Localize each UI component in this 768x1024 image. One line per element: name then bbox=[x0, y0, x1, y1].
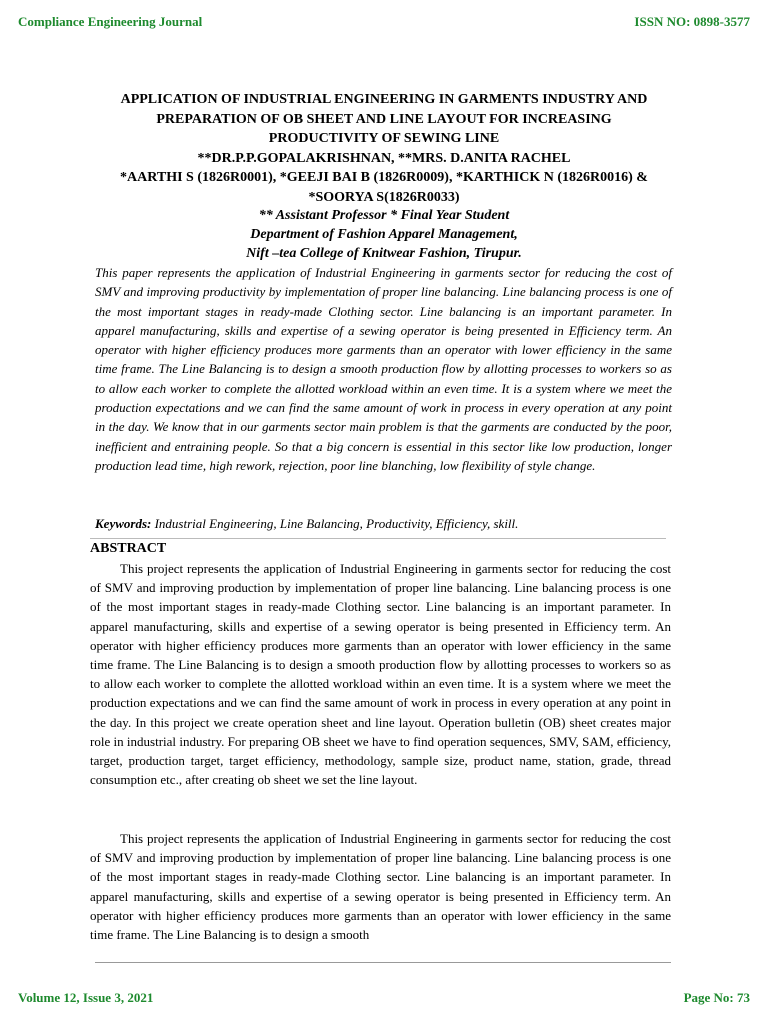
author-line-1: **DR.P.P.GOPALAKRISHNAN, **MRS. D.ANITA RACHEL bbox=[197, 150, 571, 166]
abstract-paragraph-1: This project represents the application of Industrial Engineering in garments sector for reducing the cost of SMV and improving production by implementation of proper line balancing. Line balancing process is one of the most important stages in ready-made Clothing sector. Line balancing is an important parameter. In apparel manufacturing, skills and expertise of a sewing operator is being presented in Efficiency term. An operator with higher efficiency produces more garments than an operator with lower efficiency in the same time frame. The Line Balancing is to design a smooth production flow by allotting processes to workers so as to allow each worker to complete the allotted workload within an even time. It is a system where we meet the production expectations and we can find the same amount of work in process in every operation at any point in the day. In this project we create operation sheet and line layout. Operation bulletin (OB) sheet creates major role in industrial industry. For preparing OB sheet we have to find operation sequences, SMV, SAM, efficiency, target, production target, target efficiency, methodology, sample size, product name, station, grade, thread consumption etc., after creating ob sheet we set the line layout. bbox=[90, 561, 671, 788]
keywords-label: Keywords: bbox=[95, 516, 152, 531]
volume-issue: Volume 12, Issue 3, 2021 bbox=[18, 990, 154, 1005]
page-number: Page No: 73 bbox=[683, 990, 750, 1005]
paper-title-line-3: PRODUCTIVITY OF SEWING LINE bbox=[268, 131, 500, 146]
keywords-divider bbox=[90, 538, 666, 539]
abstract-heading: ABSTRACT bbox=[90, 541, 167, 556]
department: Department of Fashion Apparel Management, bbox=[250, 227, 518, 242]
journal-name: Compliance Engineering Journal bbox=[18, 14, 203, 29]
author-line-3: *SOORYA S(1826R0033) bbox=[308, 189, 460, 205]
college: Nift –tea College of Knitwear Fashion, Tirupur. bbox=[246, 246, 522, 261]
paper-title-line-1: APPLICATION OF INDUSTRIAL ENGINEERING IN GARMENTS INDUSTRY AND bbox=[120, 92, 648, 107]
keywords bbox=[95, 514, 672, 533]
title-block bbox=[60, 90, 708, 207]
keywords-text: Industrial Engineering, Line Balancing, Productivity, Efficiency, skill. bbox=[151, 516, 519, 531]
author-line-2: *AARTHI S (1826R0001), *GEEJI BAI B (1826R0009), *KARTHICK N (1826R0016) & bbox=[120, 170, 648, 185]
author-roles: ** Assistant Professor * Final Year Student bbox=[258, 208, 510, 223]
abstract-paragraph-2: This project represents the application of Industrial Engineering in garments sector for reducing the cost of SMV and improving production by implementation of proper line balancing. Line balancing process is one of the most important stages in ready-made Clothing sector. Line balancing is an important parameter. In apparel manufacturing, skills and expertise of a sewing operator is being presented in Efficiency term. An operator with higher efficiency produces more garments than an operator with lower efficiency in the same time frame. The Line Balancing is to design a smooth bbox=[90, 831, 671, 943]
summary-paragraph: This paper represents the application of Industrial Engineering in garments sector for reducing the cost of SMV and improving productivity by implementation of proper line balancing. Line balancing process is one of the most important stages in ready-made Clothing sector. Line balancing is an important parameter. In apparel manufacturing, skills and expertise of a sewing operator is being presented in Efficiency term. An operator with higher efficiency produces more garments than an operator with lower efficiency in the same time frame. The Line Balancing is to design a smooth production flow by allotting processes to workers so as to allow each worker to complete the allotted workload within an even time. It is a system where we meet the production expectations and we can find the same amount of work in process in every operation at any point in the day. We know that in our garments sector main problem is that the garments are conducted by the poor, inefficient and entraining people. So that a big concern is essential in this sector like low production, longer production lead time, high rework, rejection, poor line blanching, low flexibility of style change. bbox=[95, 265, 672, 473]
paper-title-line-2: PREPARATION OF OB SHEET AND LINE LAYOUT FOR INCREASING bbox=[156, 111, 612, 127]
issn-number: ISSN NO: 0898-3577 bbox=[634, 14, 750, 29]
footer-divider bbox=[95, 962, 671, 963]
affiliation-block bbox=[60, 206, 708, 263]
